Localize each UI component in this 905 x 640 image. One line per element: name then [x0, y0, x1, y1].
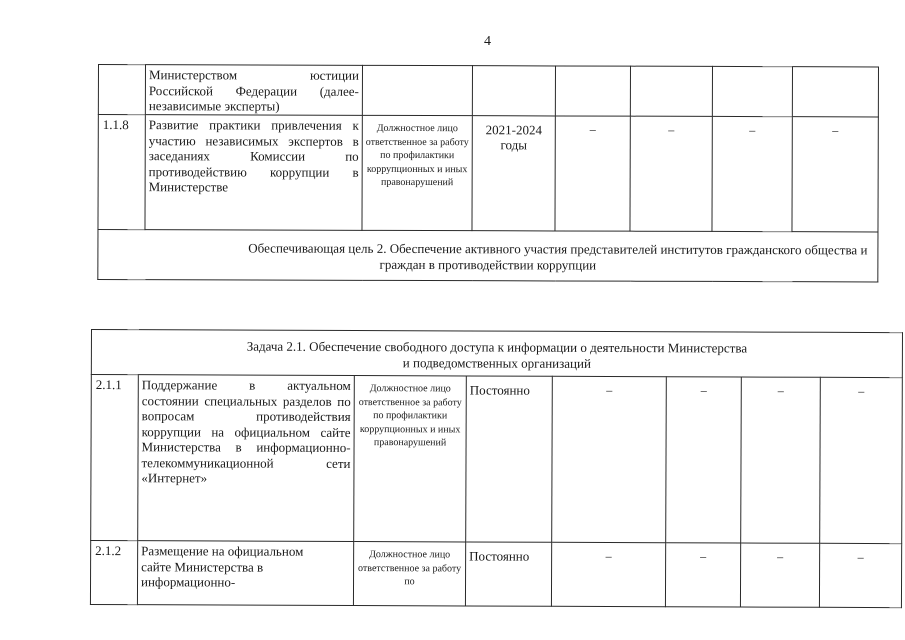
- goal-row: [98, 230, 878, 282]
- goal-heading: Обеспечивающая цель 2. Обеспечение активного участия представителей институтов гражданского общества и граждан в противодействии коррупции: [98, 230, 878, 282]
- table-row-2-1-2: [90, 541, 901, 608]
- measure-name-cell: Министерством юстиции Российской Федерации (далее- независимые эксперты): [145, 65, 362, 116]
- indicator-cell: [712, 66, 792, 116]
- responsible-person: Должностное лицо ответственное за работу по профилактики коррупционных и иных правонарушений: [354, 376, 467, 542]
- task-heading: Задача 2.1. Обеспечение свободного доступа к информации о деятельности Министерства и подведомственных организаций: [91, 330, 902, 378]
- indicator-dash: –: [552, 376, 667, 542]
- indicator-dash: –: [819, 543, 901, 607]
- measures-table-top: [97, 64, 879, 282]
- indicator-dash: –: [666, 377, 742, 543]
- measures-table-bottom: [90, 329, 903, 608]
- page-number: 4: [484, 34, 491, 49]
- indicator-dash: –: [792, 117, 878, 232]
- term-cell: [472, 66, 555, 116]
- responsible-person: Должностное лицо ответственное за работу по профилактики коррупционных и иных правонарушений: [362, 115, 472, 230]
- responsible-cell: [362, 65, 472, 115]
- measure-number: 2.1.1: [91, 375, 139, 541]
- indicator-dash: –: [665, 543, 740, 607]
- indicator-dash: –: [741, 377, 821, 543]
- indicator-dash: –: [712, 116, 792, 231]
- measure-term: Постоянно: [465, 542, 551, 606]
- measure-term: Постоянно: [466, 376, 553, 542]
- indicator-dash: –: [630, 116, 712, 231]
- number-cell: [98, 65, 145, 115]
- indicator-dash: –: [820, 377, 903, 543]
- measure-name: Развитие практики привлечения к участию независимых экспертов в заседаниях Комиссии по противодействию коррупции в Министерстве: [145, 115, 362, 231]
- indicator-cell: [555, 66, 630, 116]
- table-row-1-1-8: [98, 115, 878, 232]
- measure-number: 1.1.8: [98, 115, 145, 230]
- measure-name: Поддержание в актуальном состоянии специальных разделов по вопросам противодействия коррупции на официальном сайте Министерства в информационно-телекоммуникационной сети «Интернет»: [138, 375, 355, 542]
- measure-name: Размещение на официальном сайте Министерства в информационно-: [137, 541, 353, 606]
- table-row-2-1-1: [91, 375, 903, 544]
- measure-number: 2.1.2: [90, 541, 137, 605]
- indicator-dash: –: [740, 543, 819, 607]
- indicator-dash: –: [551, 542, 665, 606]
- indicator-dash: –: [555, 116, 630, 231]
- indicator-cell: [792, 67, 878, 117]
- responsible-person: Должностное лицо ответственное за работу по: [353, 542, 465, 606]
- table-row-continuation: [98, 65, 878, 117]
- task-row: [91, 330, 902, 378]
- indicator-cell: [630, 66, 712, 116]
- measure-term: 2021-2024 годы: [472, 116, 555, 231]
